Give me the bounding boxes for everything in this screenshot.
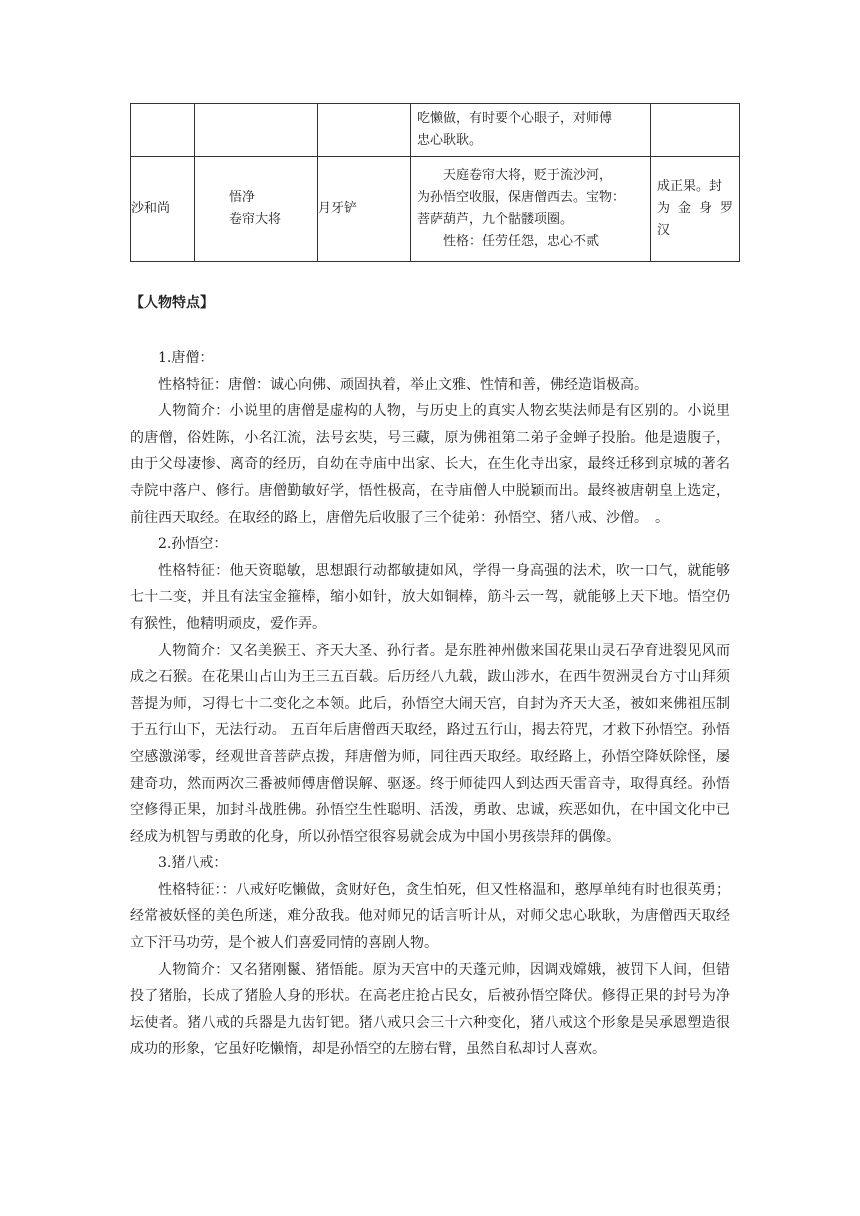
- table-cell: [195, 104, 318, 157]
- paragraph: 性格特征：他天资聪敏，思想跟行动都敏捷如风，学得一身高强的法术，吹一口气，就能够七十二变，并且有法宝金箍棒，缩小如针，放大如铜棒，筋斗云一驾，就能够上天下地。悟空仍有猴性，他精明顽皮，爱作弄。: [130, 562, 730, 632]
- alias-line: 悟净: [229, 190, 256, 205]
- table-row: [131, 157, 740, 262]
- character-alias: [195, 157, 318, 262]
- result-line: 成正果。封: [657, 179, 723, 194]
- paragraph: 性格特征：唐僧：诚心向佛、顽固执着，举止文雅、性情和善，佛经造诣极高。: [158, 376, 648, 393]
- description-line: 吃懒做，有时要个心眼子，对师傅: [417, 111, 613, 126]
- character-description: [411, 157, 651, 262]
- paragraph: 人物简介：又名美猴王、齐天大圣、孙行者。是东胜神州傲来国花果山灵石孕育进裂见风而成之石猴。在花果山占山为王三五百载。后历经八九载，跋山涉水，在西牛贺洲灵台方寸山拜须菩提为师，习得七十二变化之本领。此后，孙悟空大闹天宫，自封为齐天大圣，被如来佛祖压制于五行山下，无法行动。 五百年后唐僧西天取经，路过五行山，揭去符咒，才救下孙悟空。孙悟空感激涕零，经观世音菩萨点拨，拜唐僧为师，同往西天取经。取经路上，孙悟空降妖除怪，屡建奇功，然而两次三番被师傅唐僧误解、驱逐。终于师徒四人到达西天雷音寺，取得真经。孙悟空修得正果，加封斗战胜佛。孙悟空生性聪明、活泼，勇敢、忠诚，疾恶如仇，在中国文化中已经成为机智与勇敢的化身，所以孙悟空很容易就会成为中国小男孩崇拜的偶像。: [130, 642, 730, 845]
- alias-line: 卷帘大将: [229, 212, 282, 227]
- body-text: [130, 345, 730, 1063]
- paragraph: 性格特征：：八戒好吃懒做，贪财好色，贪生怕死，但又性格温和，憨厚单纯有时也很英勇；经常被妖怪的美色所迷，难分敌我。他对师兄的话言听计从，对师父忠心耿耿，为唐僧西天取经立下汗马功劳，是个被人们喜爱同情的喜剧人物。: [130, 881, 730, 952]
- paragraph: 人物简介：小说里的唐僧是虚构的人物，与历史上的真实人物玄奘法师是有区别的。小说里的唐僧，俗姓陈，小名江流，法号玄奘，号三藏，原为佛祖第二弟子金蝉子投胎。他是遗腹子，由于父母凄惨、离奇的经历，自幼在寺庙中出家、长大，在生化寺出家，最终迁移到京城的著名寺院中落户、修行。唐僧勤敏好学，悟性极高，在寺庙僧人中脱颖而出。最终被唐朝皇上选定，前往西天取经。在取经的路上，唐僧先后收服了三个徒弟：孙悟空、猪八戒、沙僧。 。: [130, 403, 730, 526]
- table-cell: [131, 104, 195, 157]
- description-line: 菩萨葫芦，九个骷髅项圈。: [417, 212, 574, 227]
- characters-table: [130, 103, 740, 262]
- character-name: 沙和尚: [131, 157, 195, 262]
- character-weapon: 月牙铲: [318, 157, 411, 262]
- table-cell: [651, 104, 740, 157]
- description-line: 忠心耿耿。: [417, 133, 483, 148]
- section-title: 【人物特点】: [130, 295, 214, 311]
- description-line: 为孙悟空收服，保唐僧西去。宝物：: [417, 190, 626, 205]
- character-result: [651, 157, 740, 262]
- result-line: 汉: [657, 223, 671, 238]
- result-line: 为金身罗: [657, 201, 733, 216]
- table-row: [131, 104, 740, 157]
- description-line: 天庭卷帘大将，贬于流沙河，: [443, 168, 613, 183]
- paragraph: 3.猪八戒：: [158, 855, 228, 872]
- paragraph: 1.唐僧：: [158, 350, 214, 366]
- table-cell: [318, 104, 411, 157]
- paragraph: 人物简介：又名猪刚鬣、猪悟能。原为天宫中的天蓬元帅，因调戏嫦娥，被罚下人间，但错投了猪胎，长成了猪脸人身的形状。在高老庄抢占民女，后被孙悟空降伏。修得正果的封号为净坛使者。猪八戒的兵器是九齿钉钯。猪八戒只会三十六种变化，猪八戒这个形象是吴承恩塑造很成功的形象，它虽好吃懒惰，却是孙悟空的左膀右臂，虽然自私却讨人喜欢。: [130, 961, 730, 1058]
- table-cell-description: [411, 104, 651, 157]
- description-line: 性格：任劳任怨，忠心不贰: [443, 234, 600, 249]
- paragraph: 2.孙悟空：: [158, 536, 228, 553]
